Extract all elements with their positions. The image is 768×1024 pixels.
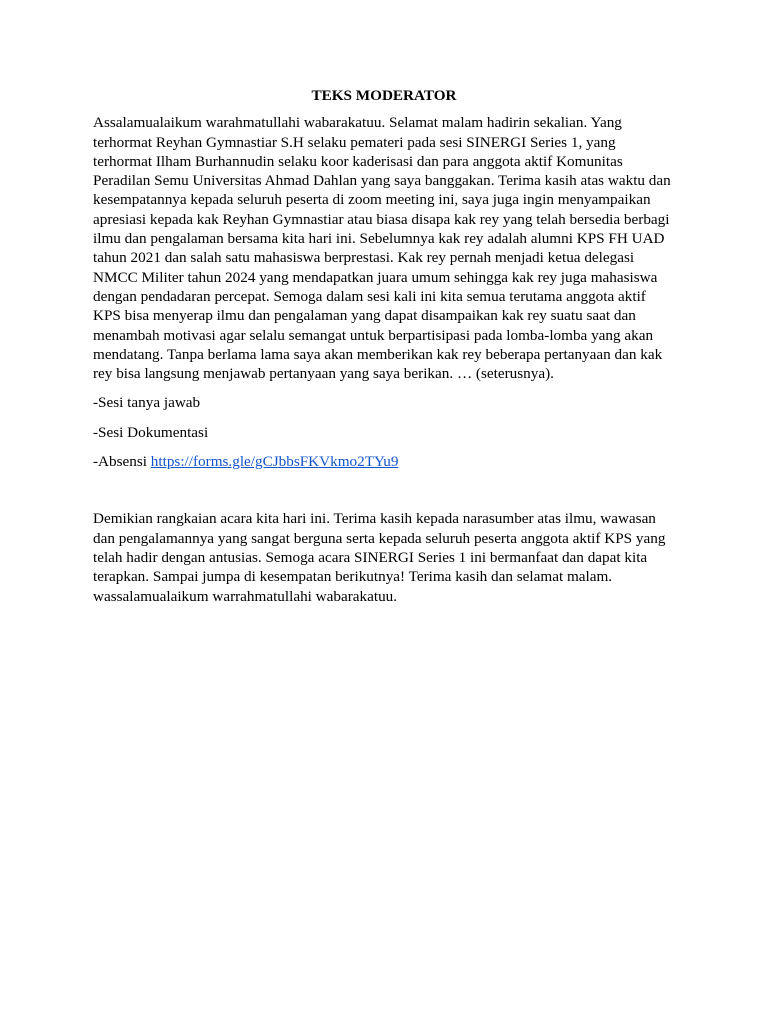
document-body <box>93 86 675 606</box>
document-title: TEKS MODERATOR <box>311 87 457 104</box>
agenda-item-qa: -Sesi tanya jawab <box>93 394 201 412</box>
attendance-label: -Absensi <box>93 453 151 471</box>
closing-paragraph: Demikian rangkaian acara kita hari ini. Terima kasih kepada narasumber atas ilmu, wawasan dan pengalamannya yang sangat berguna serta kepada seluruh peserta anggota aktif KPS yang telah hadir dengan antusias. Semoga acara SINERGI Series 1 ini bermanfaat dan dapat kita terapkan. Sampai jumpa di kesempatan berikutnya! Terima kasih dan selamat malam. wassalamualaikum warrahmatullahi wabarakatuu. <box>93 510 666 605</box>
agenda-item-attendance <box>93 452 675 471</box>
paragraph-spacer <box>93 481 675 509</box>
attendance-form-link[interactable]: https://forms.gle/gCJbbsFKVkmo2TYu9 <box>150 453 399 471</box>
opening-paragraph: Assalamualaikum warahmatullahi wabarakatuu. Selamat malam hadirin sekalian. Yang terhormat Reyhan Gymnastiar S.H selaku pemateri pada sesi SINERGI Series 1, yang terhormat Ilham Burhannudin selaku koor kaderisasi dan para anggota aktif Komunitas Peradilan Semu Universitas Ahmad Dahlan yang saya banggakan. Terima kasih atas waktu dan kesempatannya kepada seluruh peserta di zoom meeting ini, saya juga ingin menyampaikan apresiasi kepada kak Reyhan Gymnastiar atau biasa disapa kak rey yang telah bersedia berbagi ilmu dan pengalaman bersama kita hari ini. Sebelumnya kak rey adalah alumni KPS FH UAD tahun 2021 dan salah satu mahasiswa berprestasi. Kak rey pernah menjadi ketua delegasi NMCC Militer tahun 2024 yang mendapatkan juara umum sehingga kak rey juga mahasiswa dengan pendadaran percepat. Semoga dalam sesi kali ini kita semua terutama anggota aktif KPS bisa menyerap ilmu dan pengalaman yang dapat disampaikan kak rey suatu saat dan menambah motivasi agar selalu semangat untuk berpartisipasi pada lomba-lomba yang akan mendatang. Tanpa berlama lama saya akan memberikan kak rey beberapa pertanyaan dan kak rey bisa langsung menjawab pertanyaan yang saya berikan. … (seterusnya). <box>93 114 671 383</box>
agenda-item-documentation: -Sesi Dokumentasi <box>93 423 209 441</box>
